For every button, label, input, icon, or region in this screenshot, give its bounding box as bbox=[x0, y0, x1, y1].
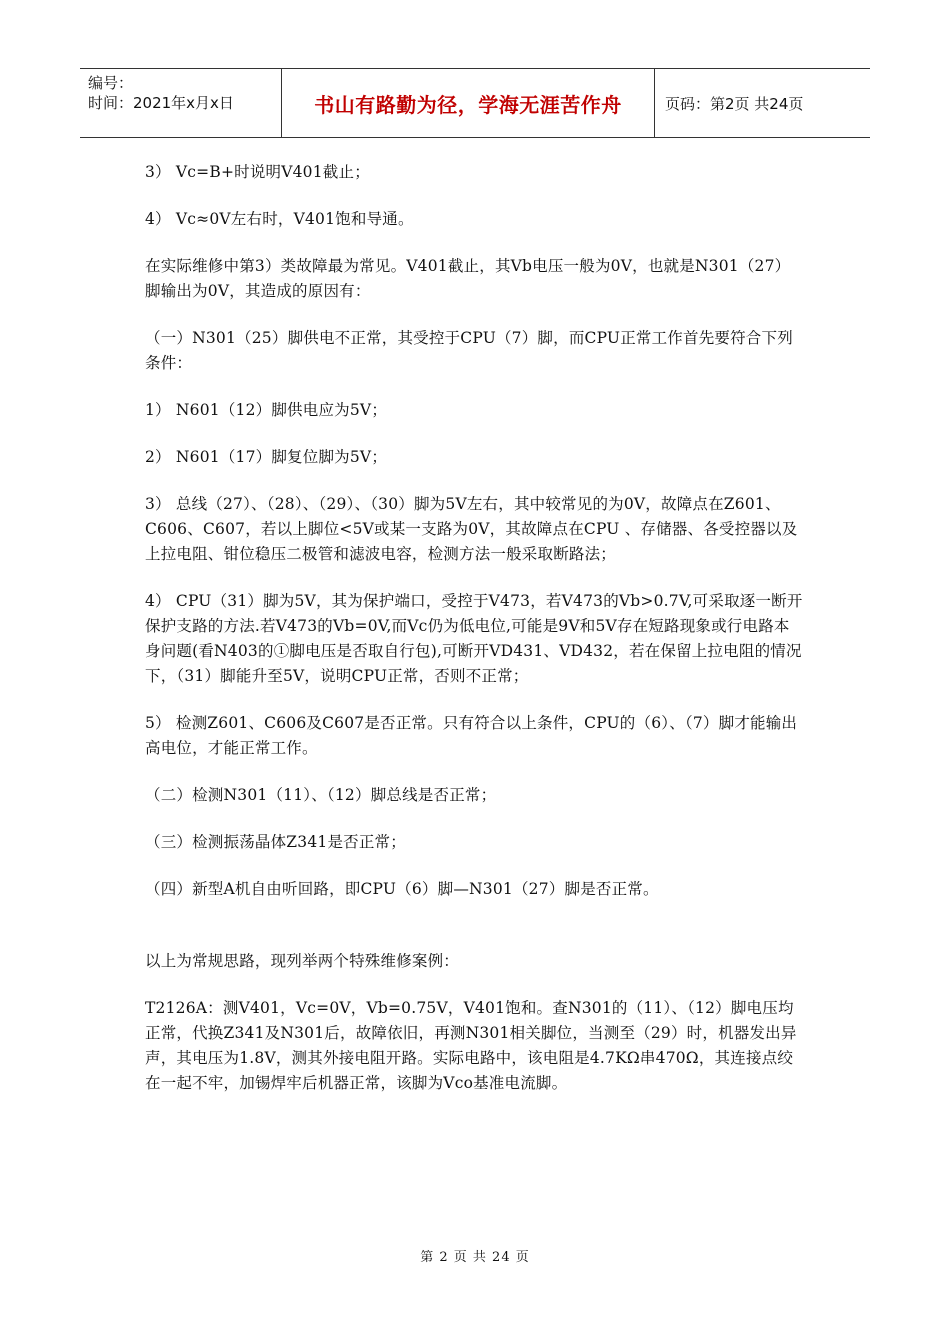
header-meta bbox=[80, 69, 281, 137]
page-header bbox=[80, 68, 870, 138]
paragraph: 2） N601（17）脚复位脚为5V； bbox=[145, 448, 388, 466]
doc-number-label: 编号： bbox=[88, 74, 134, 92]
paragraph: 5） 检测Z601、C606及C607是否正常。只有符合以上条件，CPU的（6）、（7）脚才能输出高电位，才能正常工作。 bbox=[145, 714, 798, 757]
paragraph: 在实际维修中第3）类故障最为常见。V401截止，其Vb电压一般为0V，也就是N301（27）脚输出为0V，其造成的原因有： bbox=[145, 257, 791, 300]
paragraph: （三）检测振荡晶体Z341是否正常； bbox=[145, 833, 406, 851]
header-page-info: 页码：第2页 共24页 bbox=[665, 94, 804, 113]
paragraph: 4） Vc≈0V左右时，V401饱和导通。 bbox=[145, 210, 414, 228]
paragraph: T2126A：测V401，Vc=0V，Vb=0.75V，V401饱和。查N301的（11）、（12）脚电压均正常，代换Z341及N301后，故障依旧，再测N301相关脚位，当测至（29）时，机器发出异声，其电压为1.8V，测其外接电阻开路。实际电路中，该电阻是4.7KΩ串470Ω，其连接点绞在一起不牢，加锡焊牢后机器正常，该脚为Vco基准电流脚。 bbox=[145, 999, 797, 1092]
paragraph: （一）N301（25）脚供电不正常，其受控于CPU（7）脚，而CPU正常工作首先要符合下列条件： bbox=[145, 329, 793, 372]
paragraph: 3） 总线（27）、（28）、（29）、（30）脚为5V左右，其中较常见的为0V，故障点在Z601、C606、C607，若以上脚位<5V或某一支路为0V，其故障点在CPU 、存储器、各受控器以及上拉电阻、钳位稳压二极管和滤波电容，检测方法一般采取断路法； bbox=[145, 495, 798, 563]
paragraph: 4） CPU（31）脚为5V，其为保护端口，受控于V473，若V473的Vb>0.7V,可采取逐一断开保护支路的方法.若V473的Vb=0V,而Vc仍为低电位,可能是9V和5V存在短路现象或行电路本身问题(看N403的①脚电压是否取自行包),可断开VD431、VD432，若在保留上拉电阻的情况下，（31）脚能升至5V，说明CPU正常，否则不正常； bbox=[145, 592, 803, 685]
page-footer: 第 2 页 共 24 页 bbox=[420, 1250, 530, 1265]
paragraph: 以上为常规思路，现列举两个特殊维修案例： bbox=[145, 952, 460, 970]
paragraph: （二）检测N301（11）、（12）脚总线是否正常； bbox=[145, 786, 497, 804]
header-motto: 书山有路勤为径，学海无涯苦作舟 bbox=[281, 69, 655, 137]
time-label: 时间：2021年x月x日 bbox=[88, 94, 234, 112]
paragraph: 1） N601（12）脚供电应为5V； bbox=[145, 401, 388, 419]
paragraph: （四）新型A机自由听回路，即CPU（6）脚—N301（27）脚是否正常。 bbox=[145, 880, 659, 898]
paragraph: 3） Vc=B+时说明V401截止； bbox=[145, 163, 370, 181]
document-body bbox=[145, 160, 805, 1096]
